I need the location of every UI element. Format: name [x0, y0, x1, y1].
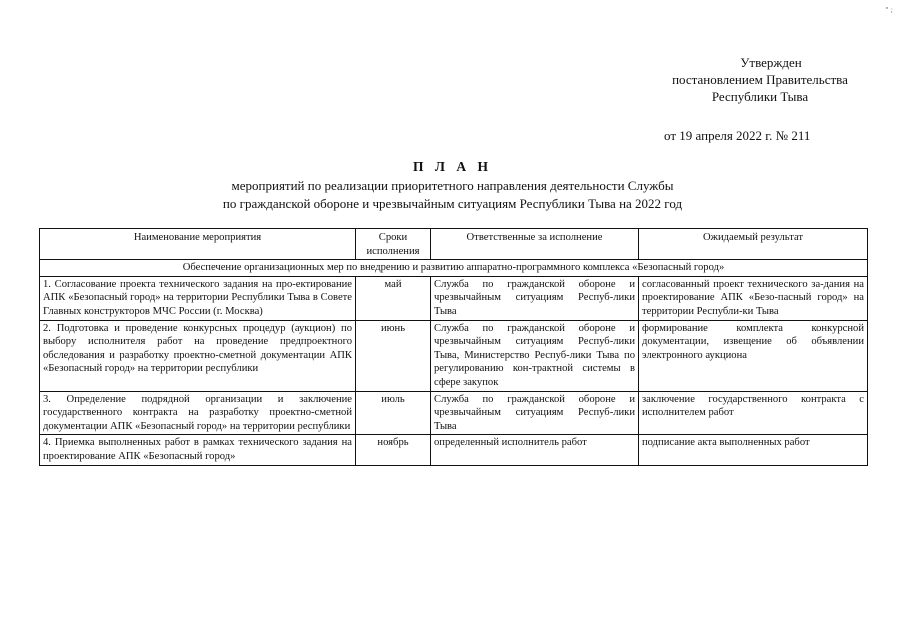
approval-line-1: Утвержден [740, 55, 802, 70]
plan-table [39, 228, 868, 466]
scan-mark: " ; [885, 6, 893, 14]
section-title: Обеспечение организационных мер по внедрению и развитию аппаратно-программного комплекса «Безопасный город» [40, 260, 868, 277]
header-term: Сроки исполнения [356, 229, 431, 260]
row-result: формирование комплекта конкурсной документации, извещение об объявлении электронного аукциона [639, 320, 868, 391]
approval-date: от 19 апреля 2022 г. № 211 [664, 128, 811, 143]
header-result: Ожидаемый результат [639, 229, 868, 260]
row-term: май [356, 276, 431, 320]
section-row [40, 260, 868, 277]
subtitle-line-2: по гражданской обороне и чрезвычайным ситуациям Республики Тыва на 2022 год [222, 196, 683, 211]
header-responsible: Ответственные за исполнение [431, 229, 639, 260]
table-row [40, 435, 868, 465]
subtitle-line-1: мероприятий по реализации приоритетного направления деятельности Службы [231, 178, 674, 193]
document-subtitle [0, 177, 905, 213]
approval-line-3: Республики Тыва [711, 89, 809, 104]
row-result: подписание акта выполненных работ [639, 435, 868, 465]
row-responsible: Служба по гражданской обороне и чрезвычайным ситуациям Респуб-лики Тыва, Министерство Респуб-лики Тыва по регулированию кон-трактной системы в сфере закупок [431, 320, 639, 391]
table-row [40, 320, 868, 391]
approval-stamp [600, 54, 905, 105]
row-name: 2. Подготовка и проведение конкурсных процедур (аукцион) по выбору исполнителя работ на проведение предпроектного обследования и разработку проектно-сметной документации АПК «Безопасный город» на территории республики [40, 320, 356, 391]
table-header-row [40, 229, 868, 260]
row-term: июнь [356, 320, 431, 391]
row-result: заключение государственного контракта с исполнителем работ [639, 391, 868, 435]
row-name: 3. Определение подрядной организации и заключение государственного контракта на разработку проектно-сметной документации АПК «Безопасный город» на территории республики [40, 391, 356, 435]
row-responsible: Служба по гражданской обороне и чрезвычайным ситуациям Респуб-лики Тыва [431, 276, 639, 320]
row-responsible: Служба по гражданской обороне и чрезвычайным ситуациям Респуб-лики Тыва [431, 391, 639, 435]
document-title: П Л А Н [413, 159, 492, 174]
row-term: июль [356, 391, 431, 435]
header-name: Наименование мероприятия [40, 229, 356, 260]
row-responsible: определенный исполнитель работ [431, 435, 639, 465]
row-result: согласованный проект технического за-дания на проектирование АПК «Безо-пасный город» на территории Республи-ки Тыва [639, 276, 868, 320]
approval-line-2: постановлением Правительства [672, 72, 848, 87]
row-name: 4. Приемка выполненных работ в рамках технического задания на проектирование АПК «Безопасный город» [40, 435, 356, 465]
row-name: 1. Согласование проекта технического задания на про-ектирование АПК «Безопасный город» на территории Республики Тыва в Совете Главных конструкторов МЧС России (г. Москва) [40, 276, 356, 320]
table-row [40, 391, 868, 435]
row-term: ноябрь [356, 435, 431, 465]
table-row [40, 276, 868, 320]
